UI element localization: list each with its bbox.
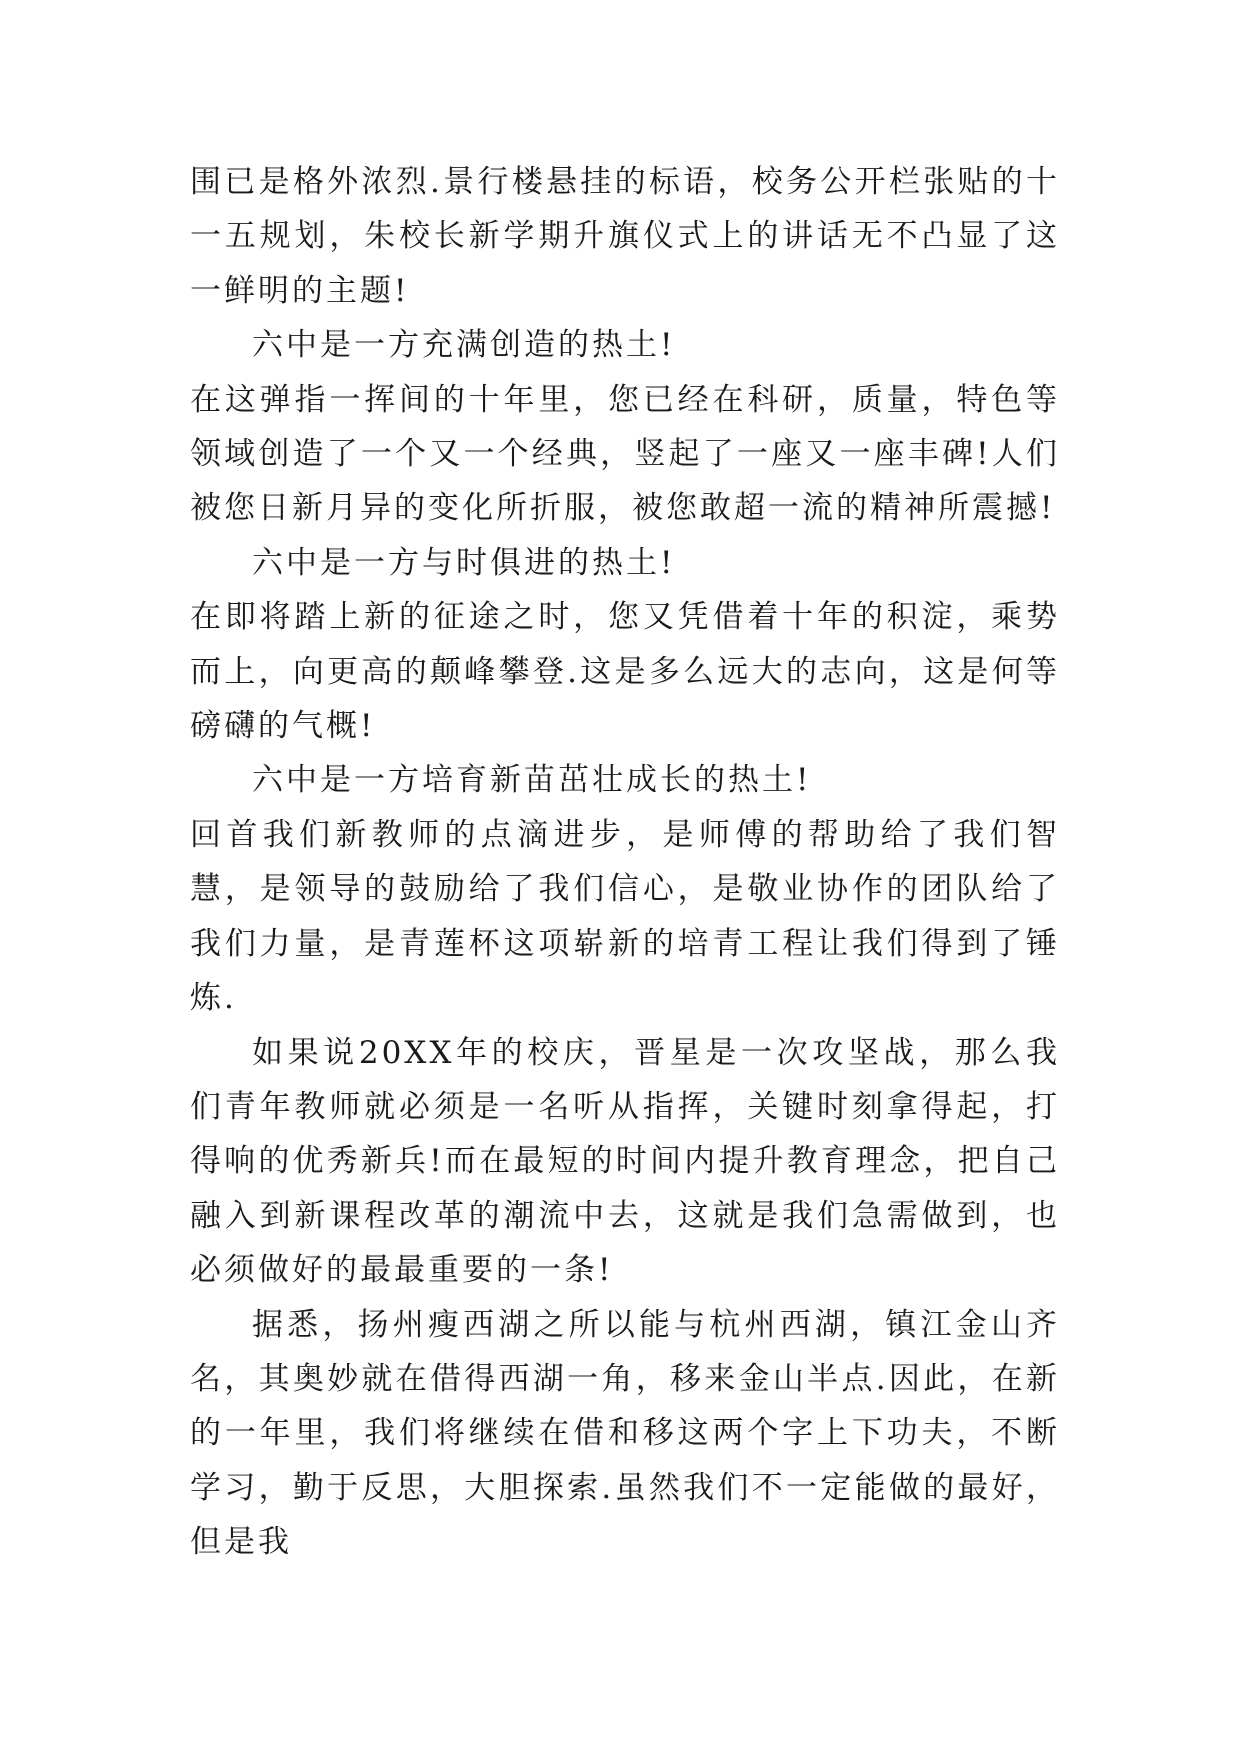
document-body [190, 155, 1060, 1570]
paragraph-8: 如果说20XX年的校庆，晋星是一次攻坚战，那么我们青年教师就必须是一名听从指挥，关键时刻拿得起，打得响的优秀新兵!而在最短的时间内提升教育理念，把自己融入到新课程改革的潮流中去，这就是我们急需做到，也必须做好的最最重要的一条! [190, 1034, 1060, 1289]
paragraph-6: 六中是一方培育新苗茁壮成长的热土! [252, 762, 812, 799]
paragraph-2: 六中是一方充满创造的热土! [252, 327, 676, 364]
paragraph-1: 围已是格外浓烈.景行楼悬挂的标语，校务公开栏张贴的十一五规划，朱校长新学期升旗仪式上的讲话无不凸显了这一鲜明的主题! [190, 164, 1060, 309]
paragraph-7: 回首我们新教师的点滴进步，是师傅的帮助给了我们智慧，是领导的鼓励给了我们信心，是敬业协作的团队给了我们力量，是青莲杯这项崭新的培青工程让我们得到了锤炼. [190, 816, 1060, 1017]
paragraph-9: 据悉，扬州瘦西湖之所以能与杭州西湖，镇江金山齐名，其奥妙就在借得西湖一角，移来金山半点.因此，在新的一年里，我们将继续在借和移这两个字上下功夫，不断学习，勤于反思，大胆探索.虽然我们不一定能做的最好，但是我 [190, 1306, 1060, 1561]
paragraph-4: 六中是一方与时俱进的热土! [252, 544, 676, 581]
paragraph-5: 在即将踏上新的征途之时，您又凭借着十年的积淀，乘势而上，向更高的颠峰攀登.这是多么远大的志向，这是何等磅礴的气概! [190, 599, 1060, 745]
paragraph-3: 在这弹指一挥间的十年里，您已经在科研，质量，特色等领域创造了一个又一个经典，竖起了一座又一座丰碑!人们被您日新月异的变化所折服，被您敢超一流的精神所震撼! [190, 381, 1060, 527]
